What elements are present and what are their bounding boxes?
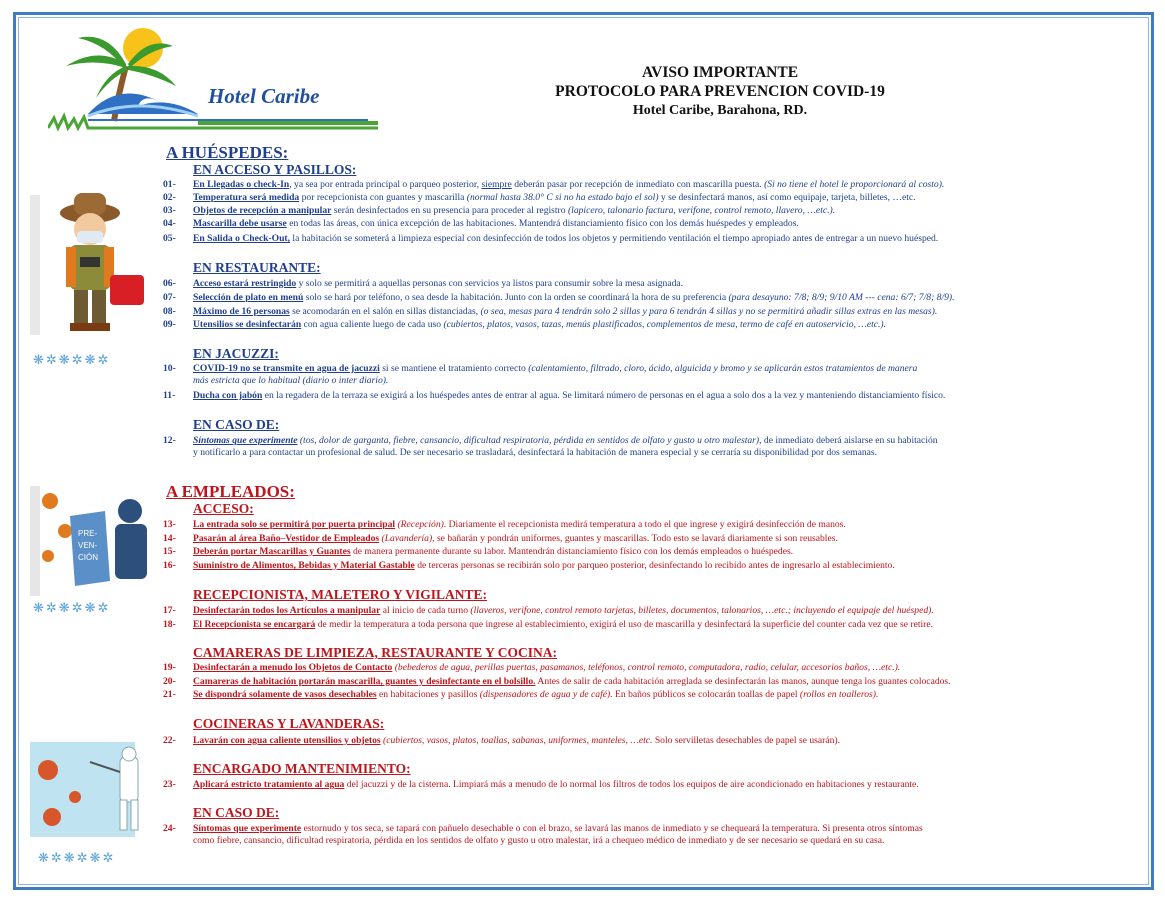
tourist-illustration bbox=[30, 185, 160, 345]
list-item: 10- COVID-19 no se transmite en agua de jacuzzi si se mantiene el tratamiento correcto (calentamiento, filtrado, cloro, ácido, alguicida y bromo y se aplicarán estos tratamientos de manera más estricta que lo habitual (diario o inter diario). bbox=[163, 363, 918, 386]
list-item: 17- Desinfectarán todos los Artículos a manipular al inicio de cada turno (llaveros, verifone, control remoto tarjetas, billetes, documentos, talonarios, …etc.; incluyendo el equipaje del huésped). bbox=[163, 605, 934, 616]
list-item: 19- Desinfectarán a menudo los Objetos de Contacto (bebederos de agua, perillas puertas, pasamanos, teléfonos, control remoto, computadora, radio, celular, accesorios baños, …etc.). bbox=[163, 662, 901, 673]
logo-text: Hotel Caribe bbox=[208, 84, 320, 108]
subsection-title-restaurante: EN RESTAURANTE: bbox=[193, 260, 321, 275]
list-item: 02- Temperatura será medida por recepcionista con guantes y mascarilla (normal hasta 38.0° C si no ha estado bajo el sol) y se desinfectará manos, así como equipaje, tarjeta, billetes, …etc. bbox=[163, 192, 916, 203]
list-item: 04- Mascarilla debe usarse en todas las áreas, con única excepción de las habitaciones. Mantendrá distanciamiento físico con los demás huéspedes y empleados. bbox=[163, 218, 799, 229]
sparkles-decoration-1: ❋✲❋✲❋✲ bbox=[33, 352, 111, 367]
list-item: 08- Máximo de 16 personas se acomodarán en el salón en sillas distanciadas, (o sea, mesas para 4 tendrán solo 2 sillas y para 6 tendrán 4 sillas y no se permitirá añadir sillas extras en las mesas). bbox=[163, 306, 938, 317]
svg-text:CIÓN: CIÓN bbox=[78, 553, 98, 562]
subsection-title-jacuzzi: EN JACUZZI: bbox=[193, 346, 279, 361]
list-item: 06- Acceso estará restringido y solo se permitirá a aquellas personas con servicios ya listos para consumir sobre la mesa asignada. bbox=[163, 278, 684, 289]
list-item: 07- Selección de plato en menú solo se hará por teléfono, o sea desde la habitación. Junto con la orden se coordinará la hora de su preferencia (para desayuno: 7/8; 8/9; 9/10 AM --- cena: 6/7; 7/8; 8/9). bbox=[163, 292, 955, 303]
list-item: 09- Utensilios se desinfectarán con agua caliente luego de cada uso (cubiertos, platos, vasos, tazas, menús plastificados, complementos de mesa, termo de café en autoservicio, …etc.). bbox=[163, 319, 887, 330]
disinfection-illustration bbox=[30, 742, 160, 847]
list-item: 12- Síntomas que experimente (tos, dolor de garganta, fiebre, cansancio, dificultad respiratoria, pérdida en sentidos de olfato y gusto u otro malestar), de inmediato deberá aislarse en su habitación y notificarlo a para contactar un profesional de salud. De ser necesario se trasladará, desinfectará la habitación de manera especial y se cerraría su disponibilidad por dos semanas. bbox=[163, 435, 938, 458]
header-line-1: AVISO IMPORTANTE bbox=[641, 64, 799, 81]
list-item: 15- Deberán portar Mascarillas y Guantes de manera permanente durante su labor. Mantendrán distanciamiento físico con los demás empleados o huéspedes. bbox=[163, 546, 794, 557]
sparkles-decoration-2: ❋✲❋✲❋✲ bbox=[33, 600, 111, 615]
list-item: 18- El Recepcionista se encargará de medir la temperatura a toda persona que ingrese al establecimiento, exigirá el uso de mascarilla y desinfectará la superficie del counter cada vez que se retire. bbox=[163, 619, 934, 630]
list-item: 24- Síntomas que experimente estornudo y tos seca, se tapará con pañuelo desechable o con el brazo, se lavará las manos de inmediato y se chequeará la temperatura. Si presenta otros síntomas como fiebre, cansancio, dificultad respiratoria, pérdida en los sentidos de olfato y gusto u otro malestar, irá a chequeo médico de inmediato y de ser necesario se quedará en su casa. bbox=[163, 823, 923, 846]
subsection-title-acceso-pasillos: EN ACCESO Y PASILLOS: bbox=[193, 162, 357, 177]
list-item: 13- La entrada solo se permitirá por puerta principal (Recepción). Diariamente el recepcionista medirá temperatura a todo el que ingrese y exigirá desinfección de manos. bbox=[163, 519, 846, 530]
subsection-title-en-caso-de-empleados: EN CASO DE: bbox=[193, 805, 280, 820]
list-item: 16- Suministro de Alimentos, Bebidas y Material Gastable de terceras personas se recibirán solo por parqueo posterior, desinfectando lo recibido antes de ingresarlo al establecimiento. bbox=[163, 560, 895, 571]
prevention-illustration bbox=[30, 486, 160, 596]
list-item: 03- Objetos de recepción a manipular serán desinfectados en su presencia para proceder al registro (lapicero, talonario factura, verifone, control remoto, llavero, …etc.). bbox=[163, 205, 836, 216]
list-item: 21- Se dispondrá solamente de vasos desechables en habitaciones y pasillos (dispensadores de agua y de café). En baños públicos se colocarán toallas de papel (rollos en toalleros). bbox=[163, 689, 879, 700]
subsection-title-recepcionista: RECEPCIONISTA, MALETERO Y VIGILANTE: bbox=[193, 587, 488, 602]
section-title-empleados: A EMPLEADOS: bbox=[166, 482, 295, 501]
list-item: 01- En Llegadas o check-In, ya sea por entrada principal o parqueo posterior, siempre deberán pasar por recepción de inmediato con mascarilla puesta. (Si no tiene el hotel le proporcionará al costo). bbox=[163, 179, 945, 190]
header-line-2: PROTOCOLO PARA PREVENCION COVID-19 bbox=[555, 83, 885, 100]
list-item: 20- Camareras de habitación portarán mascarilla, guantes y desinfectante en el bolsillo. Antes de salir de cada habitación arreglada se desinfectarán las manos, aunque tenga los guantes colocados. bbox=[163, 676, 951, 687]
svg-text:VEN-: VEN- bbox=[78, 541, 98, 550]
list-item: 11- Ducha con jabón en la regadera de la terraza se exigirá a los huéspedes antes de entrar al agua. Se limitará número de personas en el agua a solo dos a la vez y manteniendo distanciamiento físico. bbox=[163, 390, 946, 401]
subsection-title-en-caso-de-huespedes: EN CASO DE: bbox=[193, 417, 280, 432]
subsection-title-acceso: ACCESO: bbox=[193, 501, 254, 516]
header-line-3: Hotel Caribe, Barahona, RD. bbox=[632, 103, 808, 118]
subsection-title-camareras: CAMARERAS DE LIMPIEZA, RESTAURANTE Y COCINA: bbox=[193, 645, 558, 660]
list-item: 14- Pasarán al área Baño–Vestidor de Empleados (Lavandería), se bañarán y pondrán uniformes, guantes y mascarillas. Todo esto se lavará diariamente si son reusables. bbox=[163, 533, 838, 544]
svg-text:PRE-: PRE- bbox=[78, 529, 98, 538]
subsection-title-cocineras: COCINERAS Y LAVANDERAS: bbox=[193, 716, 385, 731]
hotel-logo bbox=[48, 26, 378, 131]
list-item: 23- Aplicará estricto tratamiento al agua del jacuzzi y de la cisterna. Limpiará más a menudo de lo normal los filtros de todos los equipos de aire acondicionado en habitaciones y restaurante. bbox=[163, 779, 919, 790]
list-item: 05- En Salida o Check-Out, la habitación se someterá a limpieza especial con desinfección de todos los objetos y permitiendo ventilación el tiempo apropiado antes de entregar a un nuevo huésped. bbox=[163, 233, 939, 244]
sparkles-decoration-3: ❋✲❋✲❋✲ bbox=[38, 850, 116, 865]
section-title-huespedes: A HUÉSPEDES: bbox=[166, 143, 289, 162]
list-item: 22- Lavarán con agua caliente utensilios y objetos (cubiertos, vasos, platos, toallas, sabanas, uniformes, manteles, …etc. Solo servilletas desechables de papel se usarán). bbox=[163, 735, 840, 746]
subsection-title-mantenimiento: ENCARGADO MANTENIMIENTO: bbox=[193, 761, 411, 776]
document-header bbox=[520, 63, 920, 120]
